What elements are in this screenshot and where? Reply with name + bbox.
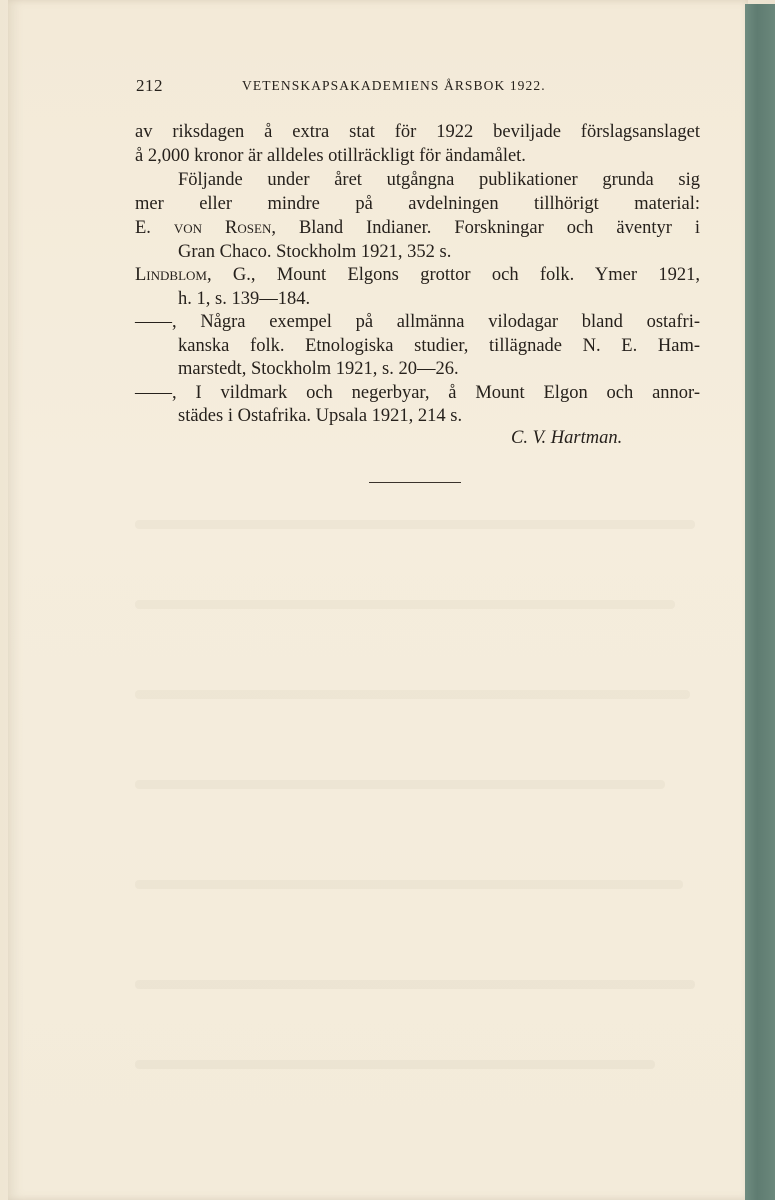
author-signature: C. V. Hartman. <box>511 428 623 448</box>
reference-continuation: marstedt, Stockholm 1921, s. 20—26. <box>178 359 459 379</box>
show-through-text <box>135 880 683 889</box>
body-text-line: Följande under året utgångna publikationer grunda sig <box>178 170 700 190</box>
book-spine-strip <box>745 4 775 1200</box>
show-through-text <box>135 1060 655 1069</box>
reference-continuation: h. 1, s. 139—184. <box>178 289 311 309</box>
body-text-line: av riksdagen å extra stat för 1922 beviljade förslagsanslaget <box>135 122 700 142</box>
show-through-text <box>135 980 695 989</box>
body-text-line: mer eller mindre på avdelningen tillhörigt material: <box>135 194 700 214</box>
body-text-line: å 2,000 kronor är alldeles otillräckligt för ändamålet. <box>135 146 526 166</box>
section-end-rule <box>369 482 461 483</box>
reference-continuation: kanska folk. Etnologiska studier, tillägnade N. E. Ham- <box>178 336 700 356</box>
page-number: 212 <box>136 76 163 95</box>
reference-text: , Bland Indianer. Forskningar och äventyr i <box>271 218 700 238</box>
reference-author: von Rosen <box>173 218 272 238</box>
reference-continuation: Gran Chaco. Stockholm 1921, 352 s. <box>178 242 452 262</box>
reference-author: Lindblom <box>135 265 207 285</box>
show-through-text <box>135 780 665 789</box>
reference-text: , G., Mount Elgons grottor och folk. Ymer 1921, <box>206 265 700 285</box>
running-title: VETENSKAPSAKADEMIENS ÅRSBOK 1922. <box>242 78 546 93</box>
reference-entry <box>135 217 700 239</box>
reference-entry: ——, I vildmark och negerbyar, å Mount Elgon och annor- <box>135 383 700 403</box>
reference-entry <box>135 264 700 286</box>
reference-author-initial: E. <box>135 218 174 238</box>
running-header <box>136 76 606 100</box>
show-through-text <box>135 690 690 699</box>
show-through-text <box>135 520 695 529</box>
show-through-text <box>135 600 675 609</box>
reference-entry: ——, Några exempel på allmänna vilodagar bland ostafri- <box>135 312 700 332</box>
reference-continuation: städes i Ostafrika. Upsala 1921, 214 s. <box>178 406 463 426</box>
